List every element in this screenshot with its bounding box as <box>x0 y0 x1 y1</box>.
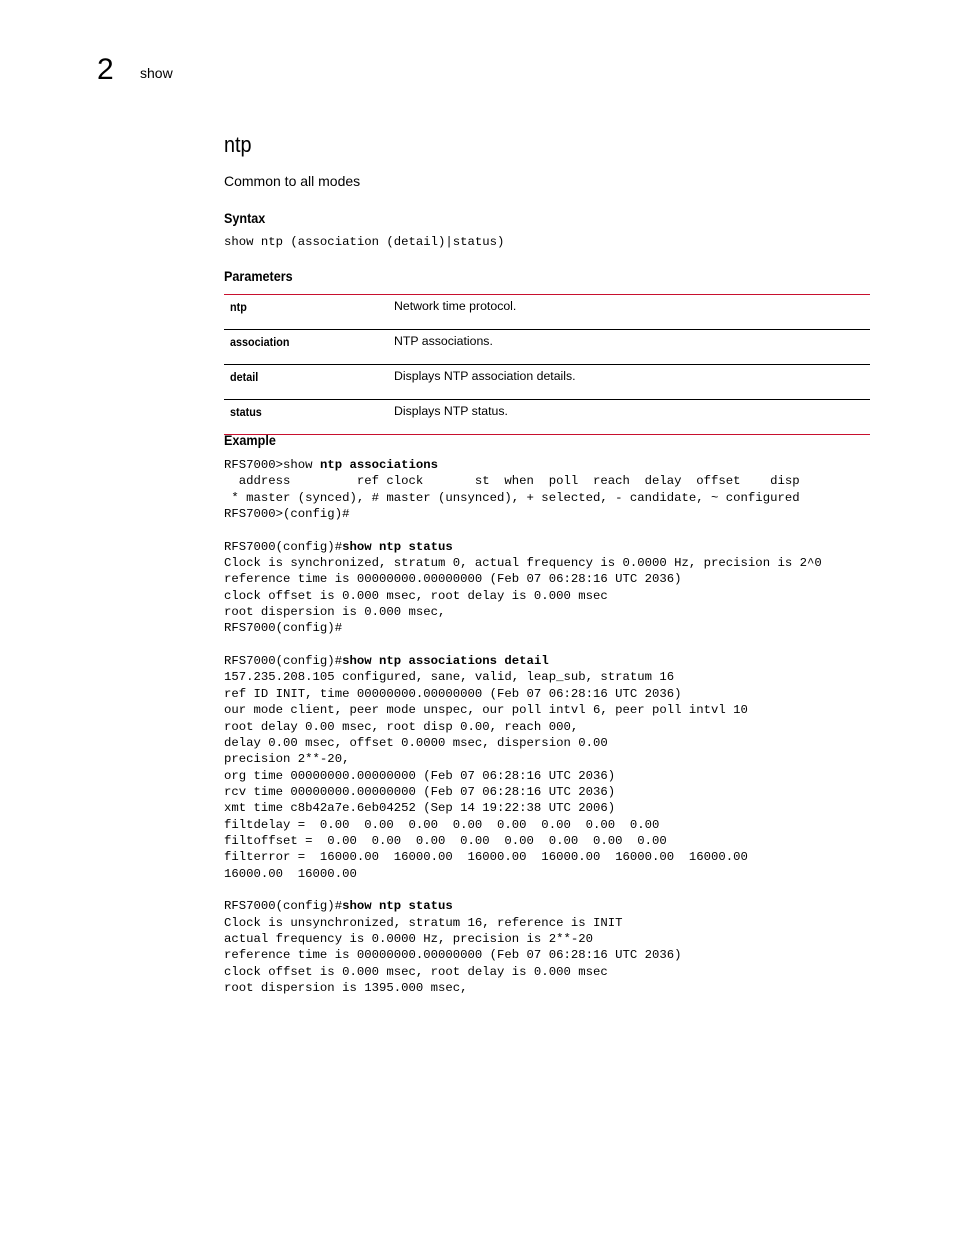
example-output: delay 0.00 msec, offset 0.0000 msec, dispersion 0.00 <box>224 735 608 750</box>
param-term: detail <box>230 370 259 384</box>
example-line <box>224 605 445 619</box>
param-term: status <box>230 405 262 419</box>
example-output: clock offset is 0.000 msec, root delay is 0.000 msec <box>224 964 608 979</box>
table-row <box>224 365 870 400</box>
example-command: show ntp status <box>342 539 453 554</box>
example-command: ntp associations <box>319 458 439 472</box>
example-line <box>224 818 659 832</box>
param-description: Displays NTP association details. <box>388 365 870 400</box>
table-row <box>224 330 870 365</box>
example-command: show ntp status <box>342 899 453 914</box>
parameters-table <box>224 294 870 435</box>
example-line <box>224 687 682 701</box>
example-line <box>224 556 822 570</box>
example-line <box>224 670 674 684</box>
example-line <box>224 785 615 799</box>
example-output: address ref clock st when poll reach delay offset disp <box>224 474 800 489</box>
example-line <box>224 589 608 603</box>
example-line <box>224 850 748 864</box>
example-command: show ntp associations detail <box>342 654 549 669</box>
example-output: xmt time c8b42a7e.6eb04252 (Sep 14 19:22:38 UTC 2006) <box>224 801 616 816</box>
example-line <box>224 965 608 979</box>
example-line <box>224 540 453 554</box>
example-output: 16000.00 16000.00 <box>224 866 357 881</box>
example-output: clock offset is 0.000 msec, root delay is 0.000 msec <box>224 588 608 603</box>
example-line <box>224 621 342 635</box>
example-line <box>224 736 608 750</box>
example-output: Clock is unsynchronized, stratum 16, reference is INIT <box>224 915 623 930</box>
table-row <box>224 400 870 435</box>
example-line <box>224 801 615 815</box>
param-description: Network time protocol. <box>394 299 517 313</box>
example-output: filterror = 16000.00 16000.00 16000.00 16000.00 16000.00 16000.00 <box>224 850 748 865</box>
example-output: 157.235.208.105 configured, sane, valid, leap_sub, stratum 16 <box>224 670 675 685</box>
example-output: reference time is 00000000.00000000 (Feb 07 06:28:16 UTC 2036) <box>224 572 682 587</box>
table-row <box>224 295 870 330</box>
chapter-number: 2 <box>97 53 114 86</box>
example-prompt: RFS7000>show <box>224 458 320 472</box>
syntax-heading: Syntax <box>224 210 266 226</box>
example-output: our mode client, peer mode unspec, our poll intvl 6, peer poll intvl 10 <box>224 703 748 718</box>
chapter-name: show <box>140 65 173 81</box>
example-output: * master (synced), # master (unsynced), + selected, - candidate, ~ configured <box>224 490 800 505</box>
example-line <box>224 491 800 505</box>
example-heading: Example <box>224 432 276 448</box>
example-output: reference time is 00000000.00000000 (Feb 07 06:28:16 UTC 2036) <box>224 948 682 963</box>
syntax-command: show ntp (association (detail)|status) <box>224 235 505 249</box>
example-output: ref ID INIT, time 00000000.00000000 (Feb 07 06:28:16 UTC 2036) <box>224 686 682 701</box>
page-title: ntp <box>224 132 252 157</box>
example-output: filtoffset = 0.00 0.00 0.00 0.00 0.00 0.00 0.00 0.00 <box>224 833 667 848</box>
example-line <box>224 720 578 734</box>
example-line <box>224 654 549 668</box>
example-output: precision 2**-20, <box>224 752 350 767</box>
example-line <box>224 916 622 930</box>
example-line <box>224 867 357 881</box>
example-output: RFS7000(config)# <box>224 621 343 636</box>
param-description: NTP associations. <box>388 330 870 365</box>
example-output: root delay 0.00 msec, root disp 0.00, reach 000, <box>224 719 579 734</box>
param-term: ntp <box>230 300 247 314</box>
example-output: root dispersion is 0.000 msec, <box>224 605 446 620</box>
example-line <box>224 899 453 913</box>
example-prompt: RFS7000(config)# <box>224 539 343 554</box>
example-output: RFS7000>(config)# <box>224 507 350 522</box>
example-line <box>224 932 593 946</box>
param-term: association <box>230 335 290 349</box>
example-line <box>224 752 349 766</box>
example-output: Clock is synchronized, stratum 0, actual frequency is 0.0000 Hz, precision is 2^0 <box>224 556 822 571</box>
example-line <box>224 507 349 521</box>
example-output: org time 00000000.00000000 (Feb 07 06:28:16 UTC 2036) <box>224 768 616 783</box>
example-line <box>224 948 682 962</box>
example-prompt: RFS7000(config)# <box>224 899 343 914</box>
example-line <box>224 703 748 717</box>
example-line <box>224 981 468 995</box>
modes-text: Common to all modes <box>224 173 361 189</box>
parameters-heading: Parameters <box>224 268 293 284</box>
example-line <box>224 458 438 472</box>
example-output: root dispersion is 1395.000 msec, <box>224 981 468 995</box>
example-line <box>224 474 800 488</box>
example-line <box>224 769 615 783</box>
example-prompt: RFS7000(config)# <box>224 654 343 669</box>
example-output: rcv time 00000000.00000000 (Feb 07 06:28:16 UTC 2036) <box>224 784 616 799</box>
example-line <box>224 834 667 848</box>
example-output: actual frequency is 0.0000 Hz, precision is 2**-20 <box>224 931 593 946</box>
example-code-block <box>224 457 822 996</box>
param-description: Displays NTP status. <box>388 400 870 435</box>
example-output: filtdelay = 0.00 0.00 0.00 0.00 0.00 0.00 0.00 0.00 <box>224 817 660 832</box>
example-line <box>224 572 682 586</box>
